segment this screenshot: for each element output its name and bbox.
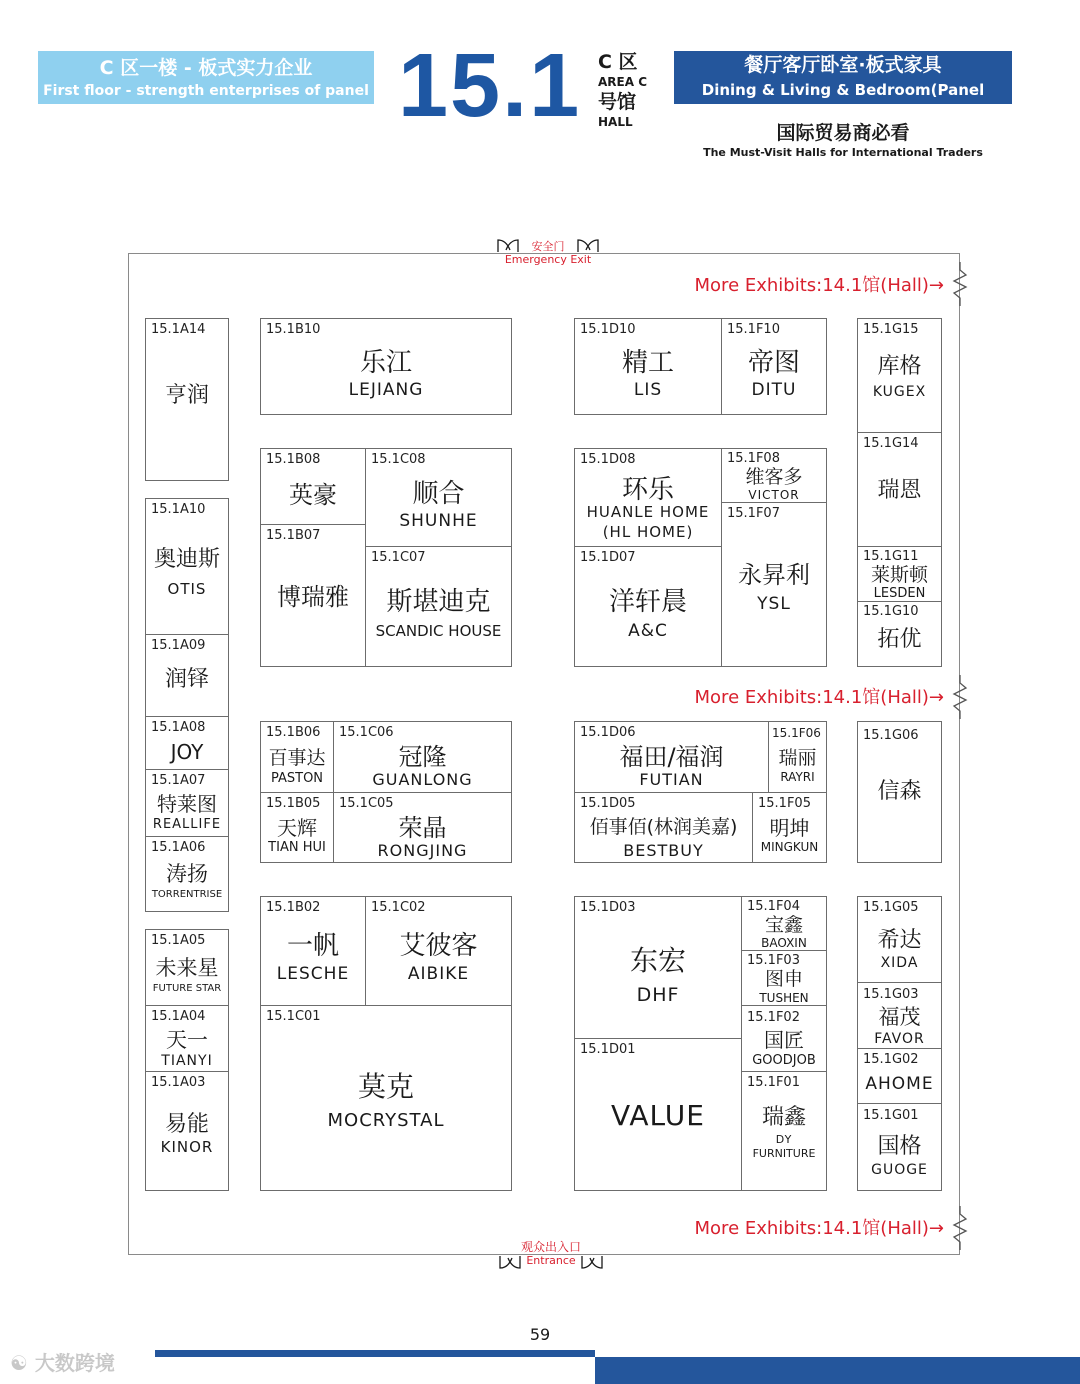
booth-15-1f03[interactable]	[741, 950, 827, 1006]
booth-15-1g02[interactable]	[857, 1048, 942, 1104]
booth-name-zh: 图申	[764, 968, 803, 990]
category-en: Dining & Living & Bedroom(Panel Wood)	[701, 81, 985, 121]
booth-id: 15.1B05	[266, 796, 321, 811]
booth-id: 15.1F05	[758, 796, 811, 811]
booth-15-1d03[interactable]	[574, 896, 742, 1039]
booth-name-zh: 冠隆	[398, 743, 447, 771]
booth-name-zh: 希达	[877, 928, 922, 953]
booth-id: 15.1B07	[266, 528, 321, 543]
booth-id: 15.1C07	[371, 550, 426, 565]
footer-band	[595, 1357, 1080, 1384]
booth-name-en: TORRENTRISE	[151, 889, 223, 900]
booth-15-1a05[interactable]	[145, 929, 229, 1006]
wall-break-icon	[952, 1206, 968, 1250]
booth-name-en: XIDA	[880, 955, 919, 971]
booth-id: 15.1C02	[371, 900, 426, 915]
booth-name-zh: 英豪	[289, 481, 337, 509]
booth-id: 15.1A04	[151, 1009, 206, 1024]
booth-15-1a07[interactable]	[145, 769, 229, 837]
watermark-text: 大数跨境	[34, 1351, 115, 1375]
booth-name-zh: 洋轩晨	[608, 587, 687, 617]
booth-15-1g06[interactable]	[857, 721, 942, 863]
booth-name-en: FUTURE STAR	[152, 983, 222, 994]
booth-15-1f08[interactable]	[721, 448, 827, 503]
booth-id: 15.1F04	[747, 899, 800, 914]
booth-name-en: LIS	[633, 380, 663, 400]
booth-name-en: GUOGE	[871, 1162, 928, 1178]
booth-name-zh: 荣晶	[398, 814, 447, 842]
booth-name-en: TUSHEN	[759, 991, 809, 1005]
booth-name-en: YSL	[757, 594, 791, 614]
booth-name-en: BESTBUY	[623, 841, 704, 860]
booth-15-1a09[interactable]	[145, 634, 229, 717]
booth-id: 15.1A10	[151, 502, 206, 517]
booth-name-zh: 百事达	[268, 747, 326, 769]
booth-name-en: GUANLONG	[372, 770, 473, 789]
booth-name-zh: 维客多	[745, 466, 803, 488]
area-en: AREA C	[598, 75, 647, 89]
booth-15-1d05[interactable]	[574, 792, 753, 863]
booth-name-en: DHF	[636, 984, 680, 1006]
booth-15-1g03[interactable]	[857, 982, 942, 1049]
booth-id: 15.1F02	[747, 1010, 800, 1025]
booth-name-en: SCANDIC HOUSE	[375, 622, 502, 640]
booth-name-zh: 瑞鑫	[761, 1105, 806, 1130]
booth-name-en: FUTIAN	[639, 770, 704, 789]
watermark-logo-icon: ☯	[10, 1351, 28, 1375]
booth-15-1a14[interactable]	[145, 318, 229, 481]
booth-15-1c07[interactable]	[365, 546, 512, 667]
emergency-exit	[496, 238, 600, 270]
booth-name-en: A&C	[628, 621, 668, 641]
booth-15-1f04[interactable]	[741, 896, 827, 951]
emergency-exit-en: Emergency Exit	[504, 253, 592, 266]
booth-id: 15.1F07	[727, 506, 780, 521]
booth-15-1d07[interactable]	[574, 546, 722, 667]
booth-15-1c06[interactable]	[333, 721, 512, 793]
booth-name-en: LESDEN	[873, 586, 926, 601]
booth-15-1b02[interactable]	[260, 896, 366, 1006]
booth-15-1g10[interactable]	[857, 601, 942, 667]
more-exhibits-link[interactable]: More Exhibits:14.1馆(Hall)→	[694, 275, 944, 296]
floor-title-zh: C 区一楼 - 板式实力企业	[99, 57, 313, 79]
emergency-exit-zh: 安全门	[531, 240, 565, 253]
booth-name-zh: 涛扬	[166, 862, 208, 886]
booth-id: 15.1G10	[863, 604, 919, 619]
booth-name-zh: 斯堪迪克	[386, 587, 491, 617]
booth-15-1c01[interactable]	[260, 1005, 512, 1191]
booth-id: 15.1B08	[266, 452, 321, 467]
booth-name-zh: 乐江	[359, 348, 412, 378]
booth-name-en: MOCRYSTAL	[327, 1110, 445, 1131]
booth-name-en: KUGEX	[872, 384, 927, 400]
booth-name-zh: 易能	[164, 1112, 209, 1137]
floor-banner	[38, 51, 374, 104]
booth-id: 15.1A06	[151, 840, 206, 855]
booth-id: 15.1A08	[151, 720, 206, 735]
booth-name-en: PASTON	[270, 771, 324, 786]
booth-id: 15.1B10	[266, 322, 321, 337]
booth-name-zh: 润铎	[164, 667, 209, 692]
booth-name-en: LEJIANG	[348, 380, 424, 400]
category-zh: 餐厅客厅卧室·板式家具	[744, 54, 942, 76]
booth-15-1b08[interactable]	[260, 448, 366, 525]
more-exhibits-link[interactable]: More Exhibits:14.1馆(Hall)→	[694, 687, 944, 708]
booth-name-zh: 拓优	[877, 627, 922, 652]
booth-name-zh: 瑞丽	[778, 747, 817, 769]
booth-15-1a03[interactable]	[145, 1071, 229, 1191]
booth-15-1b07[interactable]	[260, 524, 366, 667]
booth-15-1b05[interactable]	[260, 792, 334, 863]
booth-id: 15.1C08	[371, 452, 426, 467]
booth-id: 15.1G02	[863, 1052, 919, 1067]
booth-15-1b06[interactable]	[260, 721, 334, 793]
booth-name-en: VICTOR	[748, 488, 800, 502]
booth-name-en: FAVOR	[874, 1031, 925, 1047]
booth-id: 15.1C06	[339, 725, 394, 740]
hall-number: 15.1	[398, 36, 582, 136]
footer-rule	[155, 1350, 595, 1357]
booth-id: 15.1F06	[772, 726, 821, 740]
booth-15-1a10[interactable]	[145, 498, 229, 635]
booth-id: 15.1A05	[151, 933, 206, 948]
booth-name-en: RAYRI	[780, 770, 815, 784]
booth-name-en-2: (HL HOME)	[602, 523, 694, 541]
booth-name-zh: 瑞恩	[877, 478, 922, 503]
booth-name-zh: 未来星	[155, 956, 219, 980]
booth-15-1a06[interactable]	[145, 836, 229, 912]
booth-name-zh: 亨润	[164, 383, 209, 408]
booth-id: 15.1D05	[580, 796, 636, 811]
booth-name-zh: 艾彼客	[399, 931, 478, 961]
booth-name-zh: 国匠	[764, 1028, 804, 1052]
booth-15-1a08[interactable]	[145, 716, 229, 770]
hall-zh: 号馆	[598, 91, 637, 113]
booth-id: 15.1G15	[863, 322, 919, 337]
entrance-zh: 观众出入口	[520, 1240, 581, 1254]
entrance-en: Entrance	[526, 1254, 576, 1267]
booth-name-zh: JOY	[170, 740, 204, 764]
booth-15-1f07[interactable]	[721, 502, 827, 667]
booth-15-1f01[interactable]	[741, 1071, 827, 1191]
booth-name-zh: AHOME	[865, 1074, 934, 1094]
booth-name-en: TIAN HUI	[268, 840, 326, 855]
booth-name-zh: 顺合	[412, 479, 465, 509]
booth-name-zh: 福田/福润	[619, 743, 724, 771]
hall-en: HALL	[598, 115, 633, 129]
booth-name-zh: 天辉	[277, 816, 317, 840]
booth-15-1f06[interactable]	[768, 721, 827, 793]
booth-id: 15.1C05	[339, 796, 394, 811]
booth-id: 15.1D08	[580, 452, 636, 467]
booth-name-en-2: FURNITURE	[752, 1147, 816, 1160]
must-visit-en: The Must-Visit Halls for International Traders	[703, 146, 983, 159]
booth-id: 15.1A09	[151, 638, 206, 653]
booth-15-1g01[interactable]	[857, 1103, 942, 1191]
more-exhibits-link[interactable]: More Exhibits:14.1馆(Hall)→	[694, 1218, 944, 1239]
booth-name-en: AIBIKE	[407, 964, 470, 984]
booth-name-en: RONGJING	[377, 841, 468, 860]
booth-15-1f10[interactable]	[721, 318, 827, 415]
booth-name-zh: 信森	[877, 779, 922, 804]
booth-name-zh: 天一	[166, 1028, 208, 1052]
booth-id: 15.1G14	[863, 436, 919, 451]
booth-id: 15.1G01	[863, 1108, 919, 1123]
booth-15-1g11[interactable]	[857, 546, 942, 602]
booth-15-1b10[interactable]	[260, 318, 512, 415]
booth-id: 15.1D01	[580, 1042, 636, 1057]
booth-15-1a04[interactable]	[145, 1005, 229, 1072]
booth-15-1d06[interactable]	[574, 721, 769, 793]
page-number: 59	[529, 1325, 551, 1344]
booth-name-en: DY	[775, 1133, 793, 1146]
booth-name-en: TIANYI	[161, 1053, 213, 1069]
booth-name-en: SHUNHE	[399, 511, 478, 531]
booth-15-1g05[interactable]	[857, 896, 942, 983]
booth-name-en: DITU	[751, 380, 797, 400]
booth-name-zh: 精工	[621, 348, 674, 378]
booth-15-1f05[interactable]	[752, 792, 827, 863]
booth-id: 15.1F10	[727, 322, 780, 337]
booth-id: 15.1C01	[266, 1009, 321, 1024]
booth-name-zh: 莫克	[357, 1070, 414, 1103]
booth-15-1f02[interactable]	[741, 1005, 827, 1072]
booth-name-zh: 福茂	[878, 1005, 921, 1029]
booth-id: 15.1D03	[580, 900, 636, 915]
hall-area-label	[598, 50, 670, 130]
booth-15-1c08[interactable]	[365, 448, 512, 547]
booth-name-en: GOODJOB	[752, 1053, 816, 1068]
booth-name-zh: 环乐	[621, 475, 674, 505]
booth-id: 15.1D07	[580, 550, 636, 565]
booth-name-zh: VALUE	[611, 1099, 705, 1132]
booth-id: 15.1F03	[747, 953, 800, 968]
wall-break-icon	[952, 675, 968, 719]
category-banner	[674, 51, 1012, 121]
floor-title-en: First floor - strength enterprises of panel	[43, 83, 369, 99]
booth-name-en: HUANLE HOME	[586, 503, 710, 521]
booth-name-en: KINOR	[160, 1138, 214, 1156]
booth-name-zh: 永昇利	[738, 561, 810, 589]
booth-name-zh: 莱斯顿	[870, 564, 928, 586]
booth-id: 15.1B06	[266, 725, 321, 740]
booth-id: 15.1G11	[863, 549, 919, 564]
booth-id: 15.1B02	[266, 900, 321, 915]
booth-15-1d01[interactable]	[574, 1038, 742, 1191]
booth-name-zh: 国格	[877, 1134, 922, 1159]
booth-id: 15.1F01	[747, 1075, 800, 1090]
booth-name-en: LESCHE	[276, 964, 350, 984]
booth-id: 15.1A03	[151, 1075, 206, 1090]
booth-name-zh: 博瑞雅	[277, 583, 349, 611]
booth-name-zh: 佰事佰(林润美嘉)	[589, 816, 738, 838]
booth-name-zh: 帝图	[747, 348, 800, 378]
booth-name-zh: 库格	[877, 354, 922, 379]
booth-name-en: OTIS	[167, 580, 207, 598]
watermark	[10, 1350, 115, 1376]
booth-id: 15.1D10	[580, 322, 636, 337]
booth-name-zh: 奥迪斯	[153, 547, 220, 572]
booth-name-en: MINGKUN	[760, 840, 819, 854]
must-visit-zh: 国际贸易商必看	[776, 122, 910, 144]
booth-15-1c05[interactable]	[333, 792, 512, 863]
must-visit-note	[674, 120, 1012, 160]
booth-name-zh: 东宏	[629, 944, 686, 977]
booth-name-zh: 明坤	[769, 816, 810, 840]
booth-id: 15.1D06	[580, 725, 636, 740]
booth-id: 15.1G06	[863, 728, 919, 743]
booth-name-en: BAOXIN	[761, 936, 807, 950]
hall-outline	[128, 253, 960, 1255]
booth-15-1g15[interactable]	[857, 318, 942, 433]
booth-15-1d10[interactable]	[574, 318, 722, 415]
wall-break-icon	[952, 262, 968, 306]
booth-id: 15.1A07	[151, 773, 206, 788]
booth-name-zh: 特莱图	[157, 792, 217, 816]
booth-id: 15.1F08	[727, 451, 780, 466]
booth-15-1c02[interactable]	[365, 896, 512, 1006]
booth-name-zh: 宝鑫	[764, 914, 803, 936]
booth-id: 15.1G03	[863, 987, 919, 1002]
area-zh: C 区	[598, 51, 638, 73]
booth-id: 15.1A14	[151, 322, 206, 337]
booth-15-1g14[interactable]	[857, 432, 942, 547]
booth-name-zh: 一帆	[286, 931, 339, 961]
booth-name-en: REALLIFE	[152, 817, 222, 832]
booth-id: 15.1G05	[863, 900, 919, 915]
booth-15-1d08[interactable]	[574, 448, 722, 547]
entrance	[496, 1240, 606, 1270]
